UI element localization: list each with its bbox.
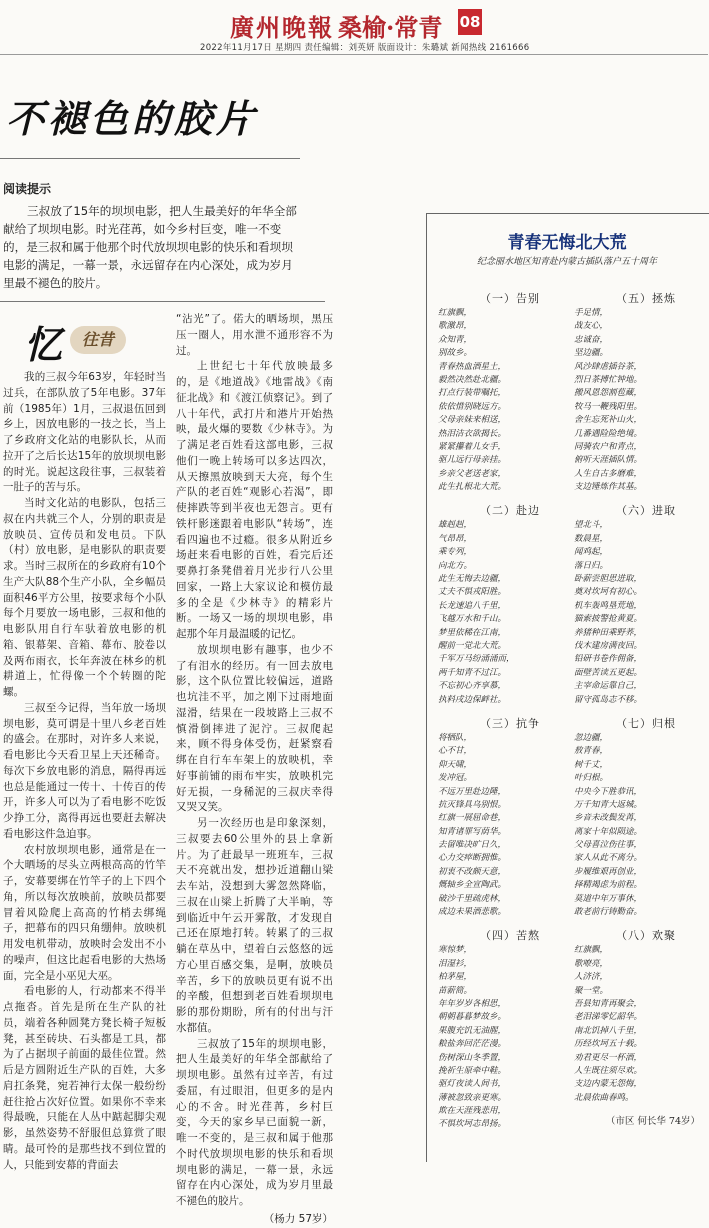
poem-subtitle: 纪念丽水地区知青赴内蒙古插队落户五十周年 (476, 257, 657, 267)
poem-line: 苗薪简。 (438, 985, 473, 996)
poem-line: 知青诸罪写荫华。 (438, 826, 507, 837)
poem-line: 手足情， (574, 308, 609, 318)
stanza-title: （一）告别 (480, 292, 540, 305)
poem-stanza (574, 715, 708, 919)
poem-line: 紧紧攥着儿女手， (438, 441, 507, 452)
poem-line: 乘专列， (438, 547, 473, 558)
poem-line: 人生既往须尽欢。 (574, 1065, 643, 1076)
stanza-title: （六）进取 (616, 504, 676, 518)
poem-line: 薄被忽致亲更寒。 (438, 1092, 507, 1103)
poem-line: 成边未果酒悲歌。 (438, 907, 507, 918)
poem-line: 同骑农户和青点， (574, 441, 643, 452)
poem-line: 青春热血酒星土， (438, 361, 507, 372)
poem-line: 离家十年似陨途。 (574, 826, 643, 837)
poem-line: 将牺队， (438, 732, 473, 743)
poem-line: 飞越万水和千山。 (438, 614, 507, 625)
poem-line: 千军万马纷涌涌而， (438, 654, 515, 665)
poem-line: 叶归根。 (574, 773, 609, 784)
poem-line: 两千知青不过江。 (438, 667, 507, 678)
poem-line: 心不甘， (438, 746, 473, 757)
stanza-lines (574, 307, 708, 494)
poem-line: 劝君更尽一杯酒， (574, 1052, 643, 1063)
poem-line: 粮盐奔回茫茫漫。 (438, 1039, 507, 1050)
poem-line: 步履维艰再创业， (574, 866, 643, 877)
poem-line: 奠对坎坷有初心。 (574, 587, 643, 598)
poem-stanza (574, 502, 708, 706)
poem-line: 寒惊梦， (438, 945, 473, 956)
poem-line: 坚边疆。 (574, 348, 609, 359)
poem-line: 闻鸡起， (574, 547, 609, 558)
poem-line: 不远万里赴边陲， (438, 786, 507, 797)
stanza-lines (574, 519, 708, 706)
poem-line: 铅研书卷作佣备， (574, 654, 643, 665)
poem-line: 泪湿衫， (438, 958, 473, 969)
poem-line: 忽边疆， (574, 732, 609, 743)
poem-line: 向北方。 (438, 560, 473, 571)
poem-line: 父母喜泣伤往事， (574, 840, 643, 851)
poem-line: 朝朝暮暮梦故乡。 (438, 1012, 507, 1023)
poem-line: 此生扎根北大荒。 (438, 482, 507, 493)
poem-line: 不惧坎坷志昂扬。 (438, 1119, 507, 1130)
article-paragraph: 农村放坝坝电影，通常是在一个大晒场的尽头立两根高高的竹竿子，安幕要绑在竹竿子的上下四个角，所以每次放映前，放映员都要冒着风险爬上高高的竹梢去绑绳子，把幕布的四只角绷伸。放映机用发电机带动，放映时会发出不小的噪声，但这比起看电影的大热场面，完全是小巫见大巫。 (3, 843, 166, 982)
poem-stanza (438, 715, 572, 919)
poem-line: 养猪种田乘野荞， (574, 627, 643, 638)
poem-line: 伐木建房满夜回。 (574, 640, 643, 651)
stanza-title: （三）抗争 (480, 716, 540, 730)
article-paragraph: 当时文化站的电影队，包括三叔在内共就三个人，分别的职责是放映员、宣传员和发电员。下队（村）放电影，是电影队的职责要求。当时三叔所在的乡政府有10个生产大队88个生产小队，全乡幅员面积46平方公里，按要求每个小队每个月要放一场电影，三叔和他的电影队用自行车驮着放电影的机箱、银幕架、音箱、幕布、胶卷以及两布雨衣，长年奔波在林乡的机耕道上，忙得像一个个转圈的陀螺。 (3, 497, 166, 698)
poem-signature: （市区 何长华 74岁） (605, 1116, 700, 1128)
issue-info-line: 2022年11月17日 星期四 责任编辑：刘英妍 版面设计：朱璐斌 新闻热线 2161666 (200, 43, 530, 53)
poem-line: 醒前一觉北大荒。 (438, 640, 507, 651)
article-paragraph: “沾光”了。偌大的晒场坝，黑压压一圈人，用水泄不通形容不为过。 (176, 313, 333, 357)
poem-line: 中央今下胜恭讯， (574, 786, 643, 797)
poem-line: 毅然决然赴北疆。 (438, 374, 507, 385)
stanza-title: （五）拯炼 (616, 292, 676, 305)
poem-line: 气昂昂， (438, 533, 473, 544)
stanza-title: （七）归根 (616, 716, 676, 730)
poem-line: 忠诚奋， (574, 334, 609, 345)
poem-line: 仰天啸， (438, 759, 473, 770)
poem-line: 慨轴乡全宣陶武。 (438, 880, 507, 891)
poem-line: 烈日茶搏忙钟地。 (574, 374, 643, 385)
reading-hint-text: 三叔放了15年的坝坝电影，把人生最美好的年华全部献给了坝坝电影。时光荏苒，如今乡村巨变，唯一不变的，是三叔和属于他那个时代放坝坝电影的快乐和看坝坝电影的满足，一幕一景，永远留存在内心深处，成为岁月里最不褪色的胶片。 (3, 204, 297, 290)
poem-line: 战友心， (574, 321, 609, 332)
poem-line: 面壁苦读五更起。 (574, 667, 643, 678)
memory-logo-badge: 往昔 (70, 326, 126, 354)
poem-line: 果腹充饥无油腥， (438, 1025, 507, 1036)
poem-line: 梦里依稀在江南， (438, 627, 507, 638)
poem-line: 破沙千里疏虎林， (438, 893, 507, 904)
poem-stanza (438, 290, 572, 494)
poem-line: 机车轰鸣垦荒地， (574, 600, 643, 611)
poem-line: 落日归。 (574, 560, 609, 571)
article-column-2 (176, 312, 333, 1225)
poem-line: 不忘初心齐享慕， (438, 681, 507, 692)
poem-line: 年年岁岁各相思， (438, 998, 507, 1009)
poem-line: 驱儿远行母亲挂。 (438, 455, 507, 466)
poem-column-left (438, 290, 572, 1140)
poem-line: 历经坎坷五十载。 (574, 1039, 643, 1050)
poem-line: 俯听天涯插队情。 (574, 455, 643, 466)
article-paragraph: 上世纪七十年代放映最多的，是《地道战》《地雷战》《南征北战》和《渡江侦察记》。到了八十年代，武打片和港片开始热映，最火爆的要数《少林寺》。为了满足老百姓看这部电影，三叔他们一晚上转场可以多达四次，从天擦黑放映到天大亮，每个生产队的老百姓“观影心若渴”，即使摔跌等到半夜也无怨言。更有铁杆影迷跟着电影队“转场”，连看四遍也不过瘾。很多从附近乡场赶来看电影的百姓，看完后还要鼻打条凳借着月光步行八公里回家，一路上大家议论和模仿最多的全是《少林寺》的精彩片断。一场又一场的坝坝电影，串起那个年月最温暖的记忆。 (176, 360, 333, 640)
poem-line: 发冲冠。 (438, 773, 473, 784)
poem-line: 万千知青大返城。 (574, 799, 643, 810)
poem-line: 心力交瘁断拥惟。 (438, 853, 507, 864)
stanza-lines (438, 732, 572, 919)
stanza-title: （二）赴边 (480, 504, 540, 518)
poem-line: 红旗飘， (438, 308, 473, 318)
poem-line: 长龙速追八千里， (438, 600, 507, 611)
poem-stanza (574, 927, 708, 1105)
poem-line: 北晨依曲春鸣。 (574, 1092, 634, 1103)
poem-line: 驱灯夜读人间书， (438, 1079, 507, 1090)
poem-line: 父母亲妹来相送， (438, 415, 507, 426)
poem-line: 主宰命运靠自己， (574, 681, 643, 692)
poem-line: 初衷不改颇天意， (438, 866, 507, 877)
article-column-1 (3, 370, 166, 1171)
poem-stanza (438, 502, 572, 706)
stanza-lines (438, 519, 572, 706)
poem-line: 南北饥掉八千里， (574, 1025, 643, 1036)
poem-line: 卧薪尝胆思进取， (574, 574, 643, 585)
poem-line: 欺在天涯残悲用， (438, 1106, 507, 1117)
stanza-lines (574, 944, 708, 1105)
article-title: 不褪色的胶片 (6, 96, 259, 141)
poem-line: 此生无悔去边疆， (438, 574, 507, 585)
poem-line: 牧马一鞭残阳里。 (574, 401, 643, 412)
poem-column-right (574, 290, 708, 1127)
article-paragraph: 我的三叔今年63岁，年轻时当过兵，在部队放了5年电影。37年前（1985年）1月，三叔退伍回到乡上，因放电影的一技之长，当上了乡政府文化站的电影队长，从而拉开了之后长达15年的放坝坝电影的时光。说起这段往事，三叔装着一肚子的苦与乐。 (3, 371, 166, 494)
poem-line: 舍生忘死补山火， (574, 415, 643, 426)
poem-line: 支边锤炼作其基。 (574, 482, 643, 493)
poem-line: 猫索披警抢黄夏。 (574, 614, 643, 625)
hint-divider (0, 301, 325, 302)
poem-line: 丈夫不惧戎阳胜。 (438, 587, 507, 598)
poem-line: 聚一堂。 (574, 985, 609, 996)
poem-line: 望北斗， (574, 520, 609, 531)
poem-line: 乡音未改鬓发苒， (574, 813, 643, 824)
poem-line: 数晨星， (574, 533, 609, 544)
poem-line: 支边内蒙无怨悔， (574, 1079, 643, 1090)
article-byline: （杨力 57岁） (263, 1212, 333, 1225)
poem-title: 青春无悔北大荒 (507, 233, 627, 253)
poem-line: 歌激昂， (438, 321, 473, 332)
memory-logo-char: 忆 (24, 322, 63, 367)
stanza-title: （八）欢聚 (616, 929, 676, 943)
article-paragraph: 三叔至今记得，当年放一场坝坝电影，莫可谓是十里八乡老百姓的盛会。在那时，对许多人来说，看电影比今天看卫星上天还稀奇。每次下乡放电影的消息，隔得再远也总是能通过一传十、十传百的传开，许多人可以为了看电影不吃饭少挣工分，离得再远也要赶去解决看电影这件急迫事。 (3, 701, 166, 840)
poem-line: 几番遇险险绝境。 (574, 428, 643, 439)
section-name: 桑榆·常青 (338, 13, 443, 42)
stanza-lines (438, 944, 572, 1131)
poem-line: 歌嘹亮， (574, 958, 609, 969)
poem-line: 去留唯决旷日久， (438, 840, 507, 851)
poem-stanza (574, 290, 708, 494)
stanza-lines (574, 732, 708, 919)
article-paragraph: 另一次经历也是印象深刻，三叔要去60公里外的县上拿新片。为了赶最早一班班车，三叔天不亮就出发，想抄近道翻山梁去车站，没想到大雾忽然降临，三叔在山梁上折腾了大半晌，等到临近中午云开雾散，才发现自己还在原地打转。转累了的三叔躺在草丛中，望着白云悠悠的远方心里百感交集，是啊，放映员辛苦，乡下的放映员更有说不出的辛酸，但想到老百姓看坝坝电影的那份期盼，所有的付出与汗水都值。 (176, 817, 333, 1034)
poem-line: 众知青， (438, 334, 473, 345)
masthead-divider (0, 54, 708, 55)
poem-line: 风沙肆虐插谷茶， (574, 361, 643, 372)
poem-line: 抗灭锋具乌别恨。 (438, 799, 507, 810)
poem-line: 留守孤岛志不移。 (574, 694, 643, 705)
poem-line: 柏茅屋， (438, 972, 473, 983)
poem-line: 执料戌边保衅社。 (438, 694, 507, 705)
article-paragraph: 放坝坝电影有趣事，也少不了有泪水的经历。有一回去放电影，这个队位置比较偏远，道路也坑洼不平，加之刚下过雨地面湿滑，结果在一段坡路上三叔不慎滑倒摔进了泥泞。三叔爬起来，顾不得身体受伤，赶紧察看绑在自行车车架上的放映机，幸好事前铺的雨布牢实，放映机完好无损，一身稀泥的三叔庆幸得又哭又笑。 (176, 643, 333, 814)
poem-line: 依依惜别晓远方。 (438, 401, 507, 412)
poem-line: 树千丈， (574, 759, 609, 770)
poem-line: 人济济， (574, 972, 609, 983)
article-paragraph: 看电影的人，行动都来不得半点拖沓。首先是所在生产队的社员，端着各种圆凳方凳长椅子短板凳，甚至砖块、石头都是工具，都为了占据坝子前面的最佳位置。然后是方圆附近生产队的百姓，大多肩扛条凳，宛若神行太保一般纷纷赶往抢占次好位置。如果你不幸来得最晚，只能在人丛中踮起脚尖观影，虽然姿势不舒服但总算赏了眼睛。最可怜的是那些找不到位置的人，只能到安幕的背面去 (3, 985, 166, 1171)
poem-stanza (438, 927, 572, 1131)
poem-line: 搬风恩怨割苞藏， (574, 388, 643, 399)
poem-line: 伤树深山冬季置， (438, 1052, 507, 1063)
article-paragraph: 三叔放了15年的坝坝电影，把人生最美好的年华全部献给了坝坝电影。虽然有过辛苦，有过委屈，有过眼泪，但更多的是内心的不舍。时光荏苒，乡村巨变，今天的家乡早已面貌一新，唯一不变的，是三叔和属于他那个时代放坝坝电影的快乐和看坝坝电影的满足，一幕一景，永远留存在内心深处，成为岁月里最不褪色的胶片。 (176, 1037, 333, 1207)
stanza-lines (438, 307, 572, 494)
poem-line: 敢老前行铸勤奋。 (574, 907, 643, 918)
poem-line: 热泪洁衣欲揭长。 (438, 428, 507, 439)
poem-line: 红旗一展屈命巷， (438, 813, 507, 824)
newspaper-name: 廣州晚報 (230, 13, 334, 42)
poem-line: 乡亲父老送老家， (438, 468, 507, 479)
page-number-badge: 08 (458, 9, 482, 35)
reading-hint-heading: 阅读提示 (3, 182, 52, 196)
stanza-title: （四）苦熬 (480, 929, 540, 943)
poem-line: 敖青春， (574, 746, 609, 757)
poem-line: 红旗飘， (574, 945, 609, 956)
poem-line: 打点行装带嘱托， (438, 388, 507, 399)
title-divider (0, 158, 300, 159)
poem-line: 别故乡。 (438, 348, 473, 359)
poem-line: 家人从此不离分。 (574, 853, 643, 864)
poem-line: 雄赳赳， (438, 520, 473, 531)
poem-line: 人生自古多磨难， (574, 468, 643, 479)
poem-line: 老泪涕零忆韶华。 (574, 1012, 643, 1023)
poem-line: 择精竭虑为前程。 (574, 880, 643, 891)
poem-line: 莫道中年万事休， (574, 893, 643, 904)
poem-line: 挽祈生原牵中鞋。 (438, 1065, 507, 1076)
poem-line: 吾县知青再聚会， (574, 998, 643, 1009)
